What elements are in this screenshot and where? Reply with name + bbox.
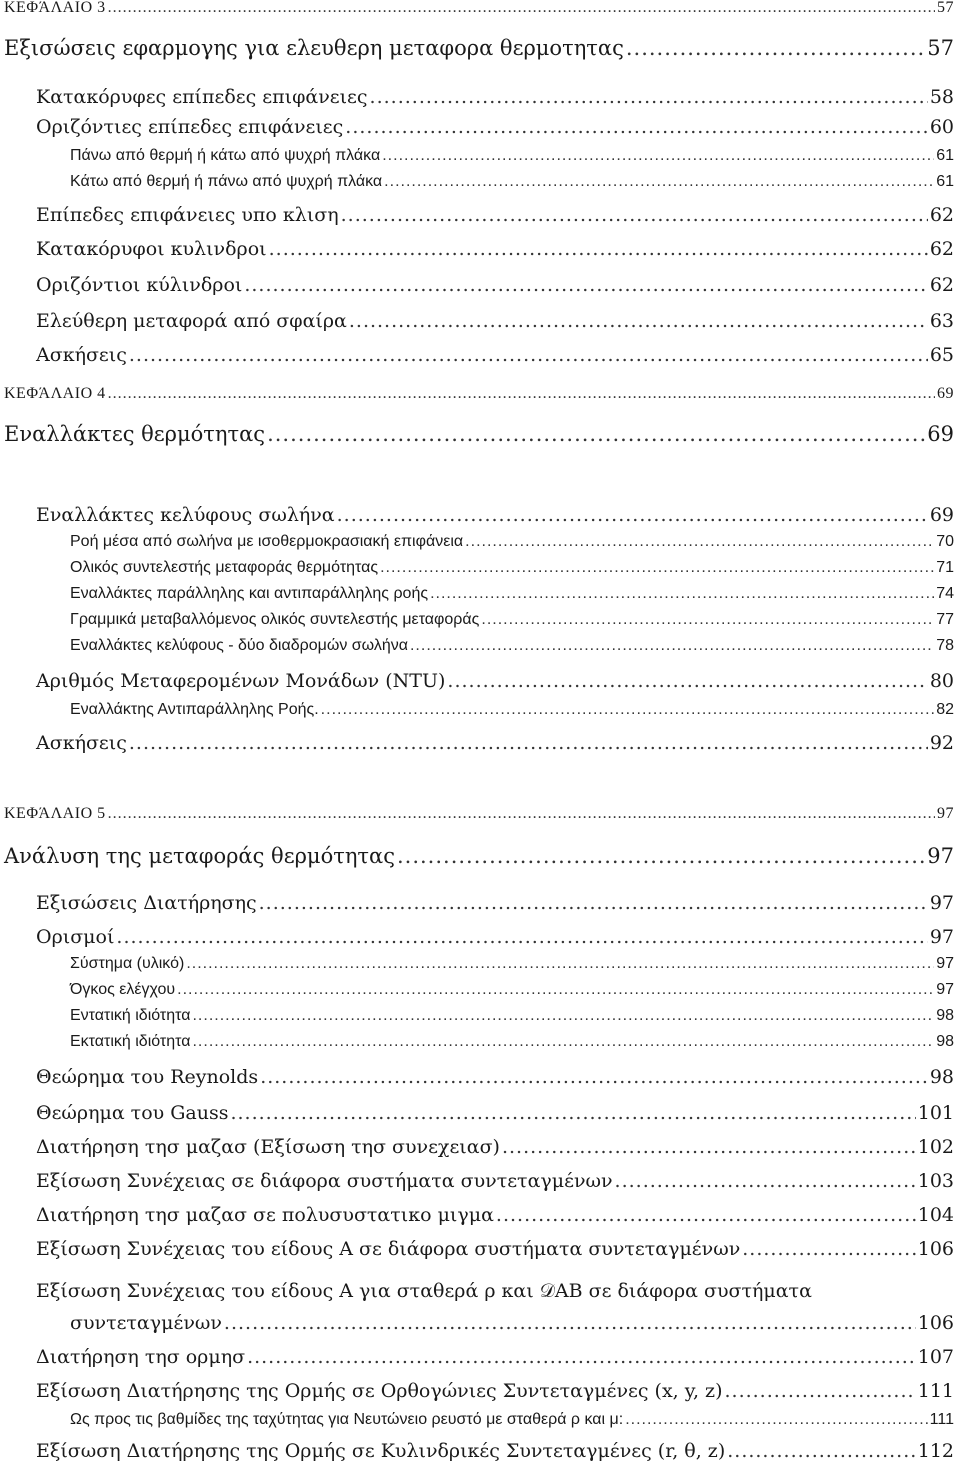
toc-entry-page: 106 [917,1312,954,1334]
toc-entry[interactable] [70,148,954,164]
toc-entry[interactable] [70,1034,954,1050]
toc-entry-title: Όγκος ελέγχου [70,981,176,998]
toc-entry-title: Κάτω από θερμή ή πάνω από ψυχρή πλάκα [70,173,383,190]
dot-leader [116,928,927,947]
toc-entry-page: 62 [929,274,954,296]
toc-entry[interactable] [36,1240,954,1259]
dot-leader [192,1008,934,1024]
toc-entry-title: ΚΕΦΆΛΑΙΟ 4 [4,385,106,402]
toc-entry[interactable] [70,586,954,602]
dot-leader [341,206,928,225]
dot-leader [108,386,935,402]
dot-leader [615,1172,916,1191]
toc-entry-title: Ασκήσεις [36,344,127,366]
toc-entry[interactable] [4,806,954,822]
toc-entry[interactable] [70,560,954,576]
toc-entry[interactable] [36,1348,954,1367]
toc-entry-title: ΚΕΦΆΛΑΙΟ 3 [4,0,106,16]
toc-entry[interactable] [36,894,954,913]
toc-entry-title: Εναλλάκτες κελύφους σωλήνα [36,504,335,526]
dot-leader [465,534,934,550]
dot-leader [370,88,928,107]
dot-leader [481,612,934,628]
toc-entry-title: Διατήρηση τησ μαζασ σε πολυσυστατικο μιγμα [36,1204,494,1226]
toc-entry-title: συντεταγμένων [70,1312,222,1334]
toc-entry[interactable] [36,1282,954,1301]
toc-entry-title: Εξισώσεις εφαρμογης για ελευθερη μεταφορα θερμοτητας [4,36,624,60]
toc-entry-page: 57 [937,0,954,16]
toc-entry-title: Εκτατική ιδιότητα [70,1033,191,1050]
toc-entry-page: 97 [927,844,954,868]
toc-entry[interactable] [4,0,954,16]
dot-leader [192,1034,934,1050]
toc-entry[interactable] [36,1206,954,1225]
toc-entry-page: 92 [929,732,954,754]
toc-entry[interactable] [36,1068,954,1087]
toc-entry[interactable] [36,346,954,365]
toc-entry-title: Εντατική ιδιότητα [70,1007,191,1024]
dot-leader [230,1104,915,1123]
toc-entry[interactable] [70,534,954,550]
toc-entry-title: Εξίσωση Συνέχειας του είδους A για σταθερά ρ και 𝒟AB σε διάφορα συστήματα [36,1280,812,1302]
toc-entry-title: Εξίσωση Διατήρησης της Ορμής σε Κυλινδρικές Συντεταγμένες (r, θ, z) [36,1440,726,1462]
toc-entry[interactable] [70,638,954,654]
toc-entry-page: 111 [929,1411,954,1428]
toc-entry[interactable] [36,312,954,331]
dot-leader [260,1068,928,1087]
toc-entry-title: Ορισμοί [36,926,115,948]
dot-leader [382,148,934,164]
dot-leader [447,672,927,691]
toc-entry-title: Ασκήσεις [36,732,127,754]
toc-entry-page: 107 [917,1346,954,1368]
toc-entry-page: 112 [917,1440,954,1462]
toc-entry-title: Θεώρημα του Reynolds [36,1066,259,1088]
dot-leader [384,174,934,190]
toc-entry-page: 58 [929,86,954,108]
toc-entry-page: 80 [929,670,954,692]
toc-entry[interactable] [36,506,954,525]
dot-leader [410,638,934,654]
toc-entry-page: 74 [936,585,954,602]
toc-entry-title: Διατήρηση τησ μαζασ (Εξίσωση τησ συνεχειασ) [36,1136,500,1158]
toc-entry[interactable] [4,386,954,402]
dot-leader [724,1382,915,1401]
toc-entry-page: 69 [927,422,954,446]
toc-entry[interactable] [36,1138,954,1157]
toc-entry-page: 98 [936,1033,954,1050]
toc-entry-title: Ελεύθερη μεταφορά από σφαίρα [36,310,347,332]
toc-entry-page: 62 [929,204,954,226]
dot-leader [349,312,928,331]
toc-entry-page: 101 [917,1102,954,1124]
toc-entry-page: 62 [929,238,954,260]
dot-leader [625,1412,927,1428]
toc-entry-page: 69 [929,504,954,526]
toc-entry-title: Οριζόντιες επίπεδες επιφάνειες [36,116,344,138]
dot-leader [502,1138,916,1157]
toc-entry-page: 111 [917,1380,954,1402]
toc-entry[interactable] [36,1382,954,1401]
dot-leader [430,586,934,602]
dot-leader [108,0,935,16]
toc-entry-title: ΚΕΦΆΛΑΙΟ 5 [4,805,106,822]
toc-entry[interactable] [70,1412,954,1428]
toc-entry-page: 97 [929,892,954,914]
dot-leader [269,240,928,259]
dot-leader [129,346,928,365]
toc-entry-page: 104 [917,1204,954,1226]
toc-entry[interactable] [36,240,954,259]
toc-entry-page: 97 [929,926,954,948]
dot-leader [321,702,935,718]
toc-entry[interactable] [70,1314,954,1333]
toc-entry[interactable] [70,174,954,190]
dot-leader [186,956,934,972]
toc-entry-title: Εξίσωση Διατήρησης της Ορμής σε Ορθογώνιες Συντεταγμένες (x, y, z) [36,1380,723,1402]
toc-entry-title: Θεώρημα του Gauss [36,1102,229,1124]
toc-entry-page: 106 [917,1238,954,1260]
toc-entry[interactable] [4,424,954,445]
toc-entry-page: 61 [936,147,954,164]
toc-entry-title: Εναλλάκτες κελύφους - δύο διαδρομών σωλήνα [70,637,408,654]
toc-entry[interactable] [36,206,954,225]
dot-leader [267,424,925,445]
dot-leader [337,506,928,525]
toc-entry[interactable] [36,672,954,691]
toc-entry-title: Εναλλάκτες θερμότητας [4,422,266,446]
toc-entry[interactable] [70,702,954,718]
toc-entry-page: 97 [937,805,954,822]
dot-leader [380,560,934,576]
toc-entry[interactable] [36,118,954,137]
dot-leader [727,1442,916,1461]
toc-entry-page: 103 [917,1170,954,1192]
dot-leader [129,734,928,753]
toc-entry-title: Κατακόρυφες επίπεδες επιφάνειες [36,86,368,108]
toc-entry[interactable] [36,88,954,107]
toc-entry-title: Ροή μέσα από σωλήνα με ισοθερμοκρασιακή επιφάνεια [70,533,464,550]
toc-entry-title: Πάνω από θερμή ή κάτω από ψυχρή πλάκα [70,147,381,164]
toc-entry-title: Εξίσωση Συνέχειας σε διάφορα συστήματα συντεταγμένων [36,1170,613,1192]
toc-entry[interactable] [36,928,954,947]
toc-entry-title: Ανάλυση της μεταφοράς θερμότητας [4,844,395,868]
dot-leader [224,1314,916,1333]
dot-leader [626,38,925,59]
toc-entry-page: 57 [927,36,954,60]
toc-entry-page: 78 [936,637,954,654]
toc-entry-page: 69 [937,385,954,402]
dot-leader [345,118,928,137]
dot-leader [397,846,925,867]
toc-entry-page: 97 [936,981,954,998]
toc-entry-title: Ως προς τις βαθμίδες της ταχύτητας για Νευτώνειο ρευστό με σταθερά ρ και μ: [70,1411,624,1428]
dot-leader [742,1240,915,1259]
toc-entry[interactable] [70,956,954,972]
toc-entry-title: Ολικός συντελεστής μεταφοράς θερμότητας [70,559,379,576]
dot-leader [259,894,928,913]
toc-entry-page: 65 [929,344,954,366]
toc-entry[interactable] [36,734,954,753]
toc-entry[interactable] [70,1008,954,1024]
toc-entry-title: Σύστημα (υλικό) [70,955,185,972]
toc-entry-title: Κατακόρυφοι κυλινδροι [36,238,267,260]
toc-entry-page: 77 [936,611,954,628]
toc-entry[interactable] [70,982,954,998]
toc-entry-title: Επίπεδες επιφάνειες υπο κλιση [36,204,339,226]
toc-entry-page: 60 [929,116,954,138]
toc-entry[interactable] [36,1172,954,1191]
dot-leader [247,1348,916,1367]
toc-entry-title: Εξίσωση Συνέχειας του είδους A σε διάφορα συστήματα συντεταγμένων [36,1238,741,1260]
toc-entry[interactable] [36,1442,954,1461]
toc-entry-page: 71 [936,559,954,576]
toc-entry[interactable] [4,38,954,59]
toc-entry-page: 63 [929,310,954,332]
toc-entry-page: 102 [917,1136,954,1158]
dot-leader [244,276,927,295]
dot-leader [496,1206,916,1225]
toc-entry-page: 70 [936,533,954,550]
toc-entry-page: 61 [936,173,954,190]
toc-entry-page: 97 [936,955,954,972]
toc-entry-page: 98 [929,1066,954,1088]
toc-entry-title: Γραμμικά μεταβαλλόμενος ολικός συντελεστής μεταφοράς [70,611,480,628]
toc-entry-page: 98 [936,1007,954,1024]
toc-entry-title: Αριθμός Μεταφερομένων Μονάδων (NTU) [36,670,446,692]
toc-entry-title: Εξισώσεις Διατήρησης [36,892,257,914]
toc-entry[interactable] [36,1104,954,1123]
toc-entry-title: Διατήρηση τησ ορμησ [36,1346,246,1368]
toc-entry-title: Οριζόντιοι κύλινδροι [36,274,243,296]
dot-leader [177,982,934,998]
toc-entry[interactable] [36,276,954,295]
dot-leader [108,806,935,822]
toc-entry[interactable] [4,846,954,867]
toc-entry-title: Εναλλάκτες παράλληλης και αντιπαράλληλης ροής [70,585,429,602]
toc-entry-title: Εναλλάκτης Αντιπαράλληλης Ροής. [70,701,319,718]
toc-entry[interactable] [70,612,954,628]
toc-entry-page: 82 [936,701,954,718]
